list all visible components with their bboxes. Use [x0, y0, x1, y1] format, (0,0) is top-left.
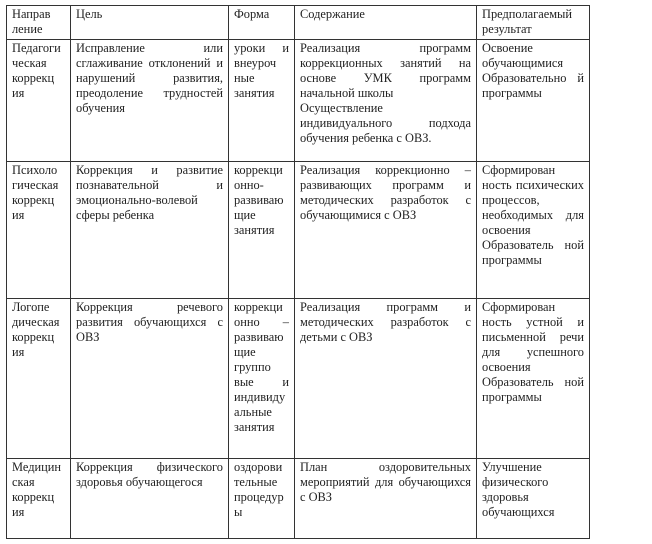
header-form: Форма	[229, 6, 295, 40]
header-row	[7, 6, 590, 40]
cell-direction: Педагоги ческая коррекц ия	[7, 40, 71, 162]
cell-content: Реализация программ и методических разработок с детьми с ОВЗ	[295, 299, 477, 459]
cell-form: оздорови тельные процедур ы	[229, 459, 295, 539]
cell-direction: Психоло гическая коррекц ия	[7, 162, 71, 299]
cell-form: уроки и внеуроч ные занятия	[229, 40, 295, 162]
table-row	[7, 40, 590, 162]
cell-result: Улучшение физического здоровья обучающихся	[477, 459, 590, 539]
header-direction: Направ ление	[7, 6, 71, 40]
cell-form: коррекци онно-развиваю щие занятия	[229, 162, 295, 299]
cell-content: Реализация программ коррекционных занятий на основе УМК программ начальной школы Осуществление индивидуального подхода обучения ребенка с ОВЗ.	[295, 40, 477, 162]
cell-direction: Логопе дическая коррекц ия	[7, 299, 71, 459]
cell-goal: Исправление или сглаживание отклонений и нарушений развития, преодоление трудностей обучения	[71, 40, 229, 162]
header-content: Содержание	[295, 6, 477, 40]
cell-content: Реализация коррекционно – развивающих программ и методических разработок с обучающимися с ОВЗ	[295, 162, 477, 299]
cell-result: Освоение обучающимися Образовательно й программы	[477, 40, 590, 162]
correction-table	[6, 5, 590, 539]
table-row	[7, 299, 590, 459]
cell-goal: Коррекция и развитие познавательной и эмоционально-волевой сферы ребенка	[71, 162, 229, 299]
cell-direction: Медицин ская коррекц ия	[7, 459, 71, 539]
header-result: Предполагаемый результат	[477, 6, 590, 40]
cell-goal: Коррекция физического здоровья обучающегося	[71, 459, 229, 539]
cell-result: Сформирован ность психических процессов, необходимых для освоения Образователь ной программы	[477, 162, 590, 299]
cell-result: Сформирован ность устной и письменной речи для успешного освоения Образователь ной программы	[477, 299, 590, 459]
cell-goal: Коррекция речевого развития обучающихся с ОВЗ	[71, 299, 229, 459]
table-row	[7, 162, 590, 299]
header-goal: Цель	[71, 6, 229, 40]
cell-content: План оздоровительных мероприятий для обучающихся с ОВЗ	[295, 459, 477, 539]
cell-form: коррекци онно – развиваю щие группо вые и индивиду альные занятия	[229, 299, 295, 459]
table-row	[7, 459, 590, 539]
